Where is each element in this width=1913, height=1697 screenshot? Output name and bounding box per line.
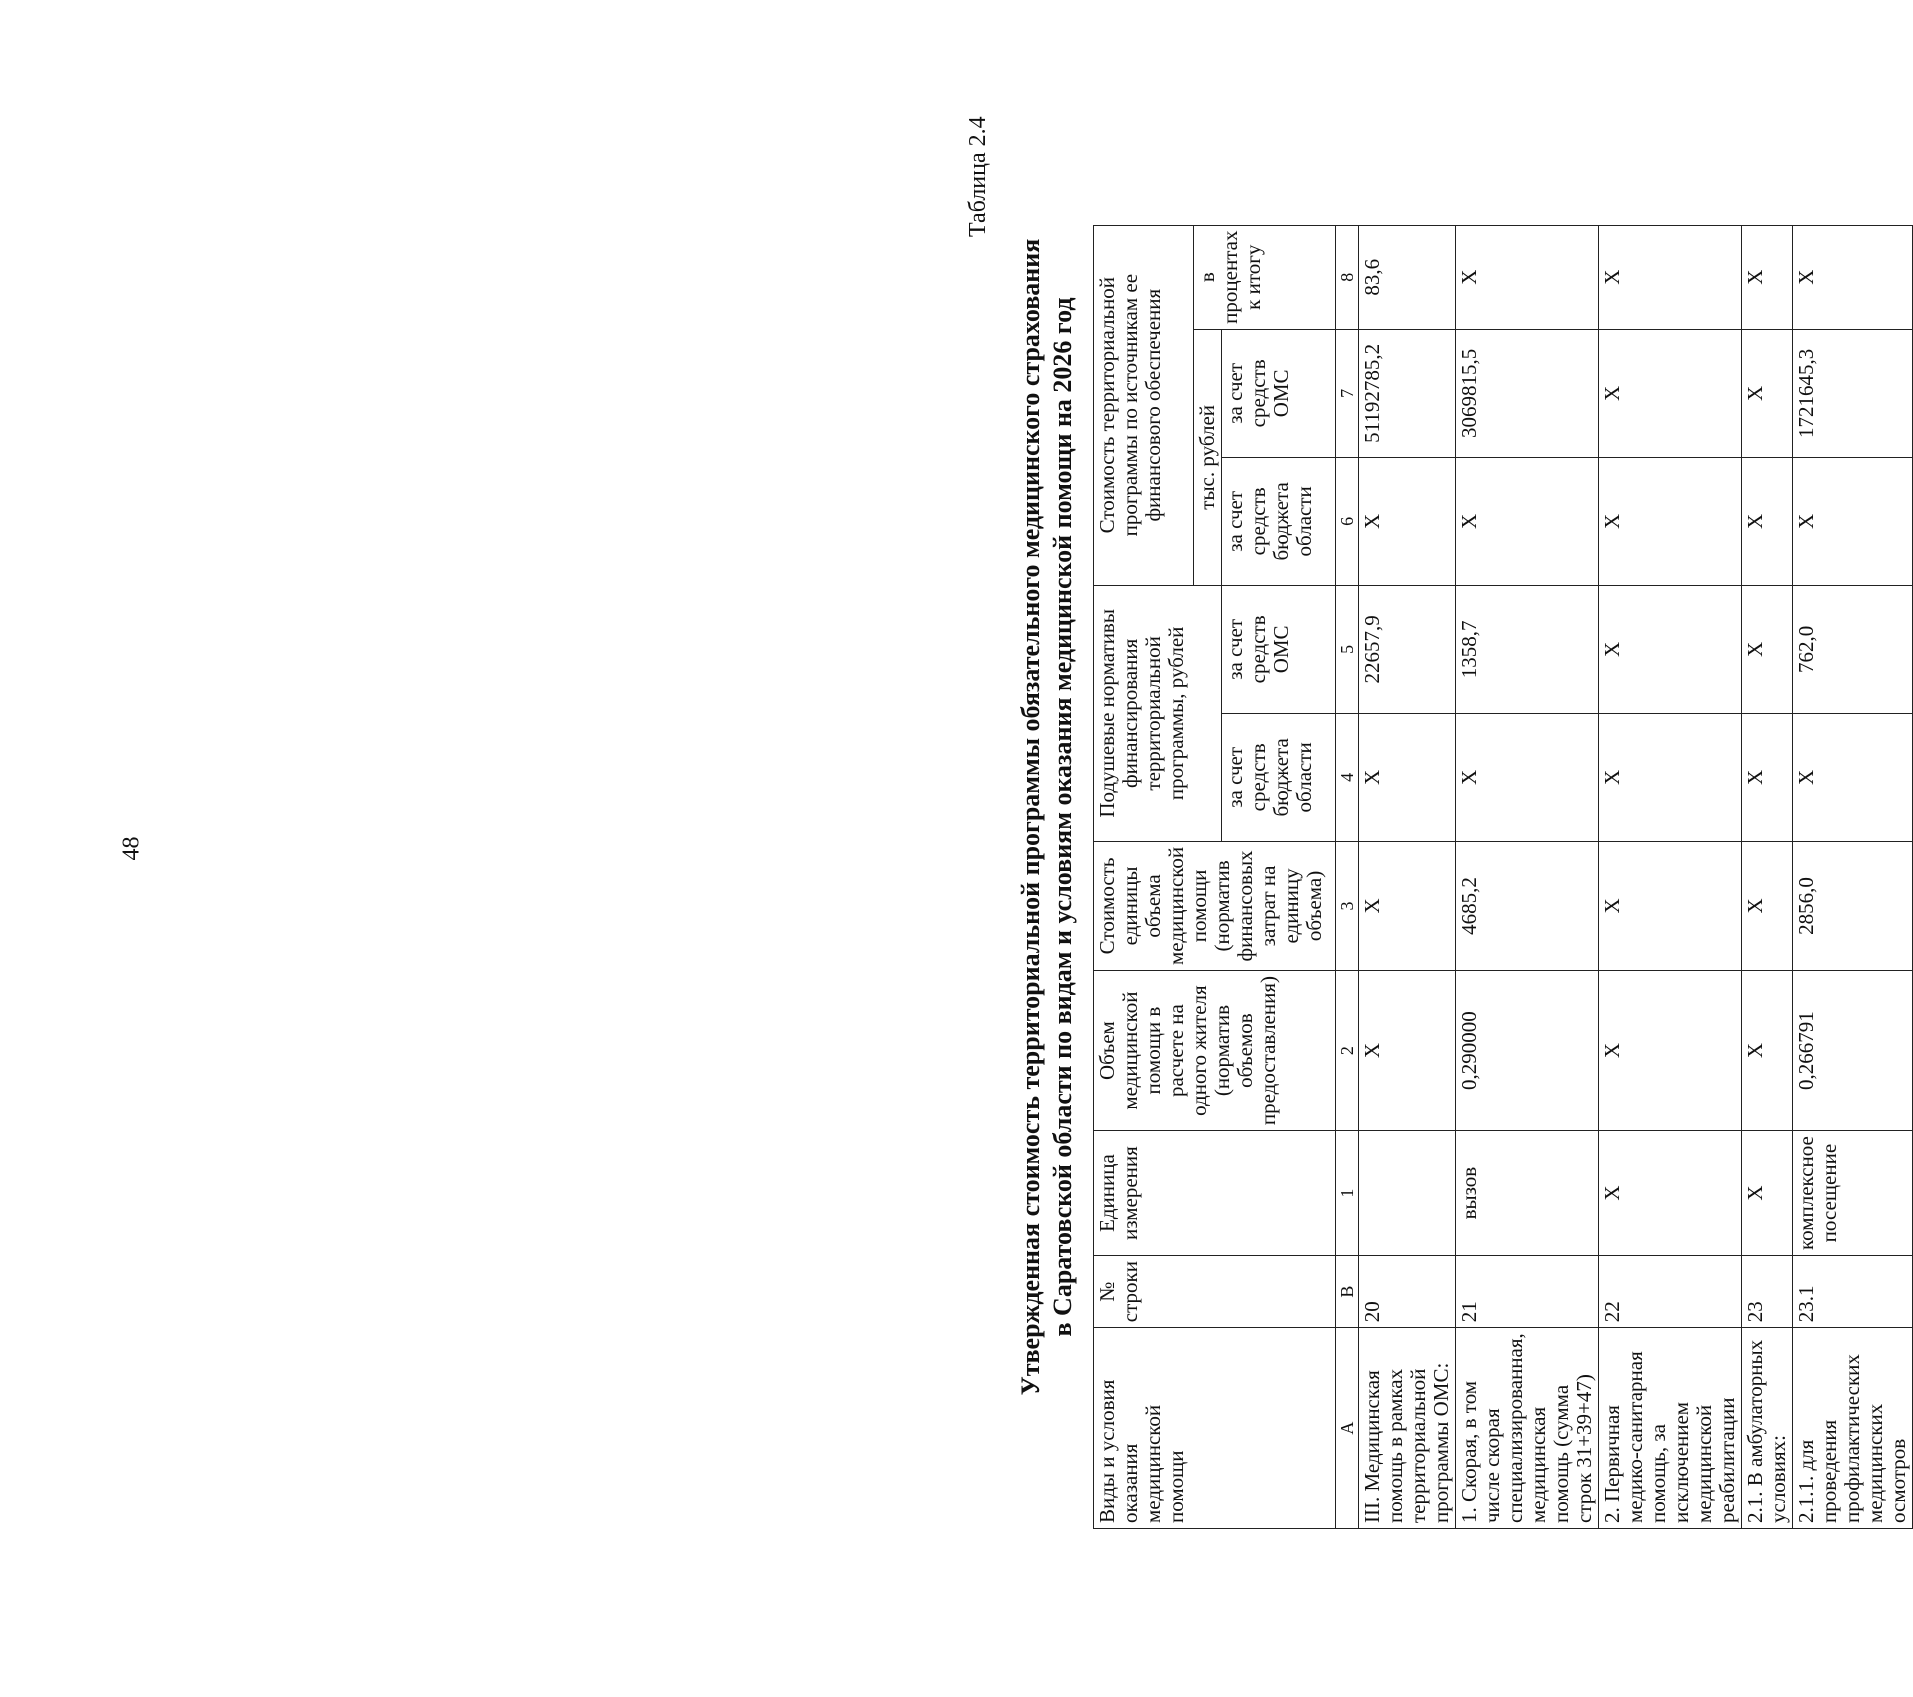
header-col-8: в процентах к итогу — [1194, 225, 1336, 329]
row-name: 2.1. В амбулаторных условиях: — [1742, 1328, 1793, 1529]
column-number: 6 — [1336, 457, 1359, 585]
header-col-5: за счет средств ОМС — [1222, 585, 1336, 713]
row-name: III. Медицинская помощь в рамках территориальной программы ОМС: — [1359, 1328, 1456, 1529]
row-cost-oms: Х — [1599, 329, 1742, 457]
row-unit-cost: Х — [1742, 841, 1793, 970]
column-number: 8 — [1336, 225, 1359, 329]
row-norm-budget: Х — [1456, 713, 1599, 841]
row-norm-budget: Х — [1793, 713, 1913, 841]
row-name: 2.1.1. для проведения профилактических медицинских осмотров — [1793, 1328, 1913, 1529]
column-number: 4 — [1336, 713, 1359, 841]
row-cost-budget: Х — [1793, 457, 1913, 585]
table-row — [1793, 225, 1913, 1528]
row-percent: Х — [1793, 225, 1913, 329]
row-norm-oms: Х — [1599, 585, 1742, 713]
column-number: В — [1336, 1256, 1359, 1328]
row-cost-budget: Х — [1456, 457, 1599, 585]
row-norm-oms: 1358,7 — [1456, 585, 1599, 713]
row-unit-cost: Х — [1359, 841, 1456, 970]
header-col-4: за счет средств бюджета области — [1222, 713, 1336, 841]
row-line-number: 23 — [1742, 1256, 1793, 1328]
header-col-a: Виды и условия оказания медицинской помощи — [1094, 1328, 1336, 1529]
row-unit-cost: Х — [1599, 841, 1742, 970]
header-col-3: Стоимость единицы объема медицинской помощи (норматив финансовых затрат на единицу объема) — [1094, 841, 1336, 970]
column-number: 1 — [1336, 1131, 1359, 1256]
row-line-number: 23.1 — [1793, 1256, 1913, 1328]
column-number: А — [1336, 1328, 1359, 1529]
row-unit — [1359, 1131, 1456, 1256]
title-line-1: Утвержденная стоимость территориальной программы обязательного медицинского страхования — [1016, 238, 1045, 1396]
header-row-1 — [1094, 225, 1194, 1528]
column-number-row — [1336, 225, 1359, 1528]
table-row — [1742, 225, 1793, 1528]
row-cost-budget: Х — [1359, 457, 1456, 585]
row-volume: 0,266791 — [1793, 971, 1913, 1131]
row-name: 2. Первичная медико-санитарная помощь, за исключением медицинской реабилитации — [1599, 1328, 1742, 1529]
row-cost-budget: Х — [1742, 457, 1793, 585]
row-norm-budget: Х — [1359, 713, 1456, 841]
page-number: 48 — [118, 836, 145, 861]
header-col-1: Единица измерения — [1094, 1131, 1336, 1256]
row-percent: Х — [1599, 225, 1742, 329]
table-label: Таблица 2.4 — [965, 116, 991, 237]
row-unit: вызов — [1456, 1131, 1599, 1256]
table-row — [1359, 225, 1456, 1528]
header-col-b: № строки — [1094, 1256, 1336, 1328]
row-cost-budget: Х — [1599, 457, 1742, 585]
cost-table — [1093, 225, 1913, 1529]
row-percent: Х — [1742, 225, 1793, 329]
table-row — [1599, 225, 1742, 1528]
header-group-norms: Подушевые нормативы финансирования территориальной программы, рублей — [1094, 585, 1222, 841]
row-line-number: 20 — [1359, 1256, 1456, 1328]
row-norm-oms: 762,0 — [1793, 585, 1913, 713]
column-number: 7 — [1336, 329, 1359, 457]
row-unit-cost: 2856,0 — [1793, 841, 1913, 970]
row-percent: 83,6 — [1359, 225, 1456, 329]
title-line-2: в Саратовской области по видам и условиям оказания медицинской помощи на 2026 год — [1048, 297, 1077, 1337]
row-norm-oms: Х — [1742, 585, 1793, 713]
row-cost-oms: Х — [1742, 329, 1793, 457]
row-volume: Х — [1359, 971, 1456, 1131]
header-group-cost: Стоимость территориальной программы по источникам ее финансового обеспечения — [1094, 225, 1194, 585]
header-thousand-rubles: тыс. рублей — [1194, 329, 1222, 585]
header-col-7: за счет средств ОМС — [1222, 329, 1336, 457]
row-volume: Х — [1742, 971, 1793, 1131]
row-norm-budget: Х — [1742, 713, 1793, 841]
row-name: 1. Скорая, в том числе скорая специализированная, медицинская помощь (сумма строк 31+39+47) — [1456, 1328, 1599, 1529]
column-number: 3 — [1336, 841, 1359, 970]
row-cost-oms: 1721645,3 — [1793, 329, 1913, 457]
row-volume: 0,290000 — [1456, 971, 1599, 1131]
row-unit: Х — [1599, 1131, 1742, 1256]
row-line-number: 22 — [1599, 1256, 1742, 1328]
header-col-2: Объем медицинской помощи в расчете на одного жителя (норматив объемов предоставления) — [1094, 971, 1336, 1131]
row-unit-cost: 4685,2 — [1456, 841, 1599, 970]
row-cost-oms: 51192785,2 — [1359, 329, 1456, 457]
row-volume: Х — [1599, 971, 1742, 1131]
row-norm-oms: 22657,9 — [1359, 585, 1456, 713]
column-number: 2 — [1336, 971, 1359, 1131]
row-line-number: 21 — [1456, 1256, 1599, 1328]
table-row — [1456, 225, 1599, 1528]
row-unit: Х — [1742, 1131, 1793, 1256]
header-col-6: за счет средств бюджета области — [1222, 457, 1336, 585]
row-cost-oms: 3069815,5 — [1456, 329, 1599, 457]
column-number: 5 — [1336, 585, 1359, 713]
document-title — [1015, 237, 1079, 1397]
row-norm-budget: Х — [1599, 713, 1742, 841]
row-unit: комплексное посещение — [1793, 1131, 1913, 1256]
row-percent: Х — [1456, 225, 1599, 329]
